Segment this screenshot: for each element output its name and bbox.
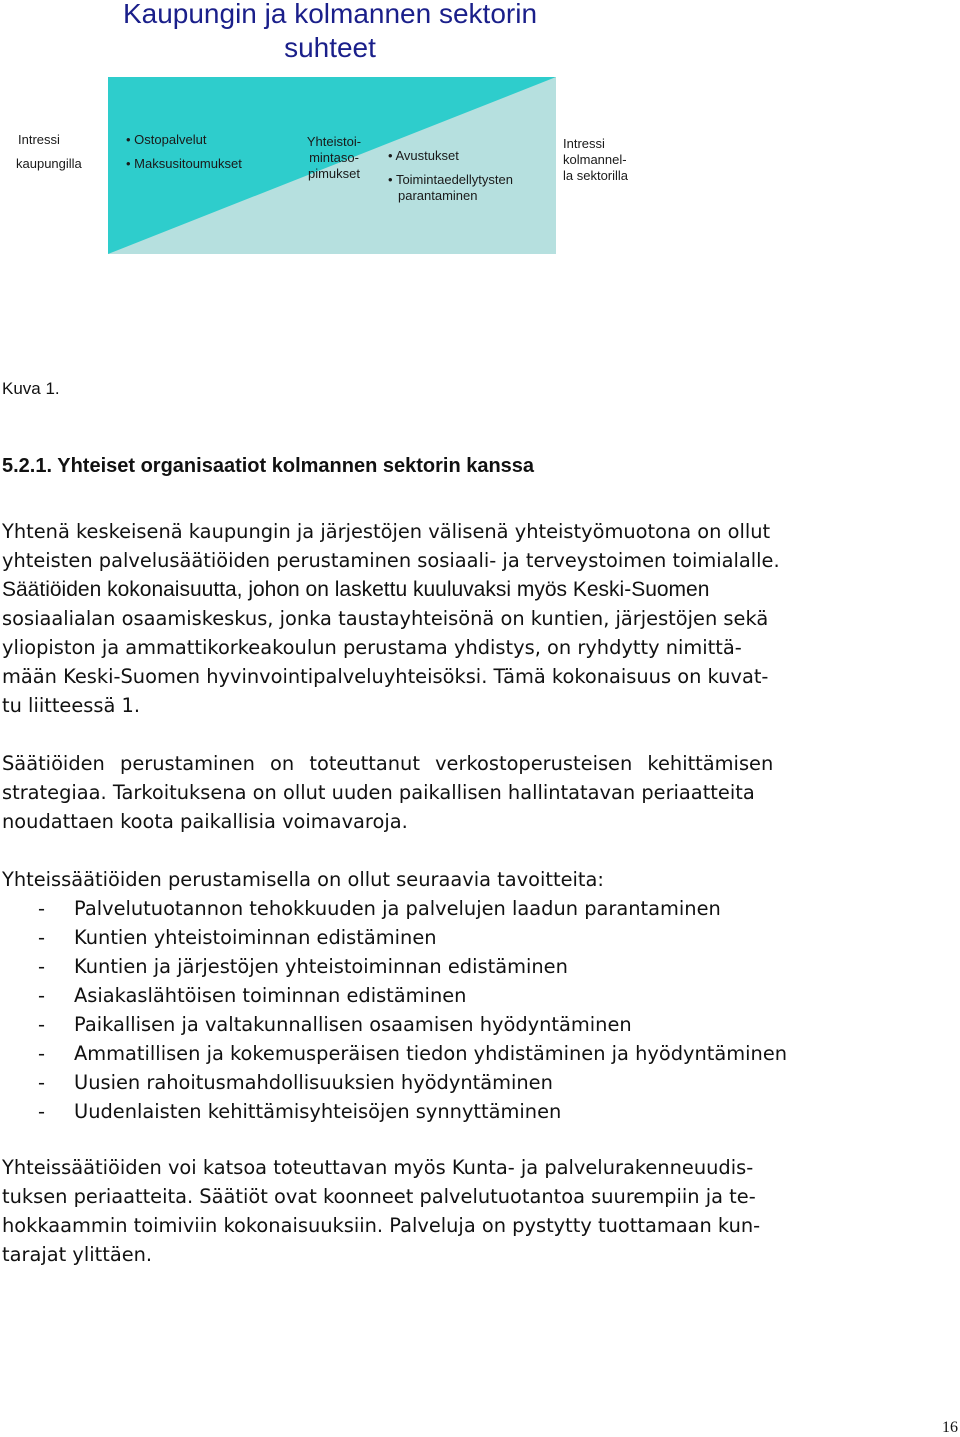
para3-line-2: tuksen periaatteita. Säätiöt ovat koonneet palvelutuotantoa suurempiin ja te-: [2, 1185, 756, 1208]
paragraph-3: [2, 1153, 958, 1269]
middle-label-3: pimukset: [307, 166, 361, 181]
list-item: - Uusien rahoitusmahdollisuuksien hyödyntäminen: [38, 1071, 553, 1094]
para3-line-4: tarajat ylittäen.: [2, 1243, 153, 1266]
third-bullet-2: • Toimintaedellytysten: [388, 172, 513, 188]
para3-line-3: hokkaammin toimiviin kokonaisuuksiin. Palveluja on pystytty tuottamaan kun-: [2, 1214, 761, 1237]
para1-line-3: Säätiöiden kokonaisuutta, johon on laskettu kuuluvaksi myös Keski-Suomen: [2, 578, 710, 601]
para1-line-5: yliopiston ja ammattikorkeakoulun perustama yhdistys, on ryhdytty nimittä-: [2, 636, 742, 659]
left-label-2: kaupungilla: [16, 156, 82, 171]
goals-list: [2, 894, 787, 1126]
paragraph-1: [2, 517, 958, 720]
list-item: - Ammatillisen ja kokemusperäisen tiedon yhdistäminen ja hyödyntäminen: [38, 1042, 788, 1065]
para1-line-1: Yhtenä keskeisenä kaupungin ja järjestöjen välisenä yhteistyömuotona on ollut: [2, 520, 771, 543]
para2-line-2: strategiaa. Tarkoituksena on ollut uuden paikallisen hallintatavan periaatteita: [2, 781, 755, 804]
list-item: - Uudenlaisten kehittämisyhteisöjen synnyttäminen: [38, 1100, 562, 1123]
list-item: - Paikallisen ja valtakunnallisen osaamisen hyödyntäminen: [38, 1013, 632, 1036]
list-item: - Kuntien yhteistoiminnan edistäminen: [38, 926, 437, 949]
city-bullet-2: • Maksusitoumukset: [126, 156, 242, 172]
figure-title-line-1: Kaupungin ja kolmannen sektorin: [122, 0, 538, 29]
paragraph-2: [2, 749, 958, 836]
right-label-2: kolmannel-: [563, 152, 627, 167]
right-label-1: Intressi: [563, 136, 605, 151]
right-label-3: la sektorilla: [563, 168, 629, 183]
figure-caption: Kuva 1.: [2, 379, 60, 398]
list-item: - Palvelutuotannon tehokkuuden ja palvelujen laadun parantaminen: [38, 897, 721, 920]
section-heading: 5.2.1. Yhteiset organisaatiot kolmannen sektorin kanssa: [2, 455, 535, 477]
city-bullet-1: • Ostopalvelut: [126, 132, 206, 148]
third-bullet-1: • Avustukset: [388, 148, 459, 164]
middle-label-1: Yhteistoi-: [306, 134, 362, 149]
list-item: - Kuntien ja järjestöjen yhteistoiminnan edistäminen: [38, 955, 568, 978]
para2-line-3: noudattaen koota paikallisia voimavaroja.: [2, 810, 408, 833]
figure-title-line-2: suhteet: [284, 32, 376, 63]
page-number: 16: [942, 1419, 958, 1436]
left-label-1: Intressi: [18, 132, 60, 147]
third-bullet-2-cont: parantaminen: [398, 188, 478, 203]
middle-label-2: mintaso-: [309, 150, 359, 165]
para3-line-1: Yhteissäätiöiden voi katsoa toteuttavan myös Kunta- ja palvelurakenneuudis-: [2, 1156, 754, 1179]
list-item: - Asiakaslähtöisen toiminnan edistäminen: [38, 984, 467, 1007]
para1-line-7: tu liitteessä 1.: [2, 694, 141, 717]
para1-line-4: sosiaalialan osaamiskeskus, jonka taustayhteisönä on kuntien, järjestöjen sekä: [2, 607, 769, 630]
para1-line-6: mään Keski-Suomen hyvinvointipalveluyhteisöksi. Tämä kokonaisuus on kuvat-: [2, 665, 769, 688]
para1-line-2: yhteisten palvelusäätiöiden perustaminen sosiaali- ja terveystoimen toimialalle.: [2, 549, 780, 572]
para2-line-1: Säätiöiden perustaminen on toteuttanut verkostoperusteisen kehittämisen: [2, 752, 774, 775]
list-intro: Yhteissäätiöiden perustamisella on ollut seuraavia tavoitteita:: [2, 868, 604, 891]
